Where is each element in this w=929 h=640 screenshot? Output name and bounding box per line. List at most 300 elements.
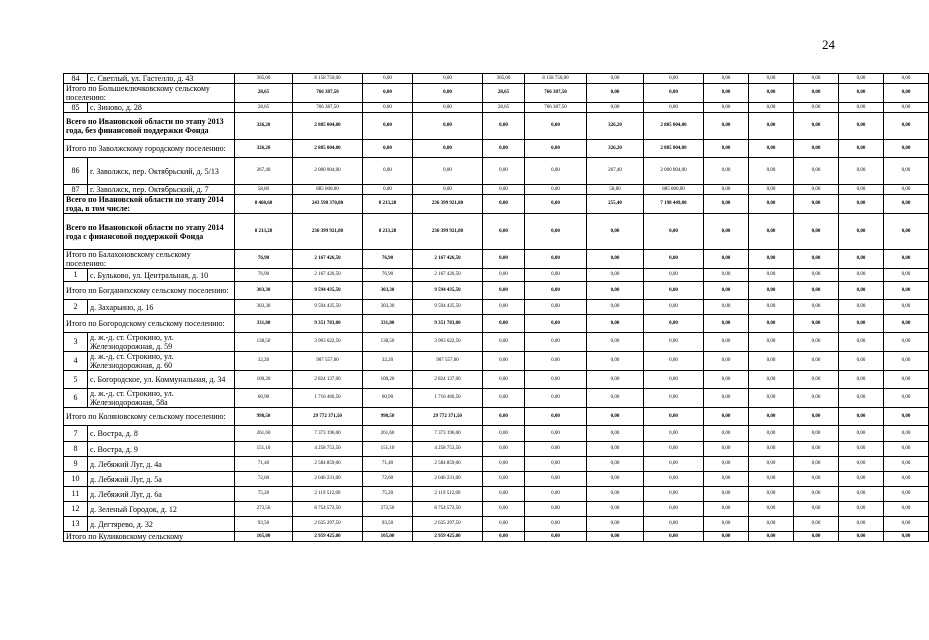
- value-cell: 0,00: [525, 371, 587, 389]
- value-cell: 0,00: [704, 103, 749, 113]
- value-cell: 100,20: [235, 371, 293, 389]
- value-cell: 998,50: [235, 408, 293, 426]
- subtotal-row: [64, 250, 929, 269]
- value-cell: 0,00: [839, 214, 884, 250]
- value-cell: 0,00: [749, 315, 794, 333]
- value-cell: 0,00: [704, 214, 749, 250]
- subtotal-label: Итого по Куликовскому сельскому: [64, 532, 235, 542]
- address-cell: с. Светлый, ул. Гастелло, д. 43: [88, 74, 235, 84]
- value-cell: 0,00: [525, 408, 587, 426]
- value-cell: 0,00: [587, 517, 644, 532]
- value-cell: 0,00: [587, 214, 644, 250]
- value-cell: 255,40: [587, 195, 644, 214]
- row-number: 9: [64, 457, 88, 472]
- value-cell: 0,00: [839, 113, 884, 140]
- value-cell: 303,30: [235, 282, 293, 300]
- value-cell: 0,00: [525, 426, 587, 442]
- value-cell: 58,80: [587, 185, 644, 195]
- value-cell: 0,00: [644, 472, 704, 487]
- value-cell: 0,00: [839, 352, 884, 371]
- value-cell: 0,00: [644, 333, 704, 352]
- value-cell: 0,00: [839, 532, 884, 542]
- value-cell: 2 959 425,00: [293, 532, 363, 542]
- value-cell: 0,00: [587, 426, 644, 442]
- value-cell: 766 387,50: [525, 84, 587, 103]
- value-cell: 0,00: [839, 333, 884, 352]
- value-cell: 0,00: [884, 282, 929, 300]
- value-cell: 0,00: [483, 333, 525, 352]
- subtotal-label: Итого по Заволжскому городскому поселению:: [64, 140, 235, 158]
- subtotal-label: Итого по Богданихскому сельскому поселению:: [64, 282, 235, 300]
- value-cell: 60,90: [363, 389, 413, 408]
- value-cell: 0,00: [483, 269, 525, 282]
- address-cell: с. Зиново, д. 28: [88, 103, 235, 113]
- value-cell: 0,00: [749, 158, 794, 185]
- value-cell: 2 046 231,00: [293, 472, 363, 487]
- value-cell: 0,00: [483, 282, 525, 300]
- table-row: [64, 269, 929, 282]
- address-cell: с. Богородское, ул. Коммунальная, д. 34: [88, 371, 235, 389]
- value-cell: 0,00: [644, 408, 704, 426]
- value-cell: 2 167 426,50: [293, 269, 363, 282]
- value-cell: 29 772 371,50: [413, 408, 483, 426]
- value-cell: 75,20: [363, 487, 413, 502]
- value-cell: 0,00: [587, 408, 644, 426]
- value-cell: 0,00: [884, 84, 929, 103]
- value-cell: 2 167 426,50: [413, 269, 483, 282]
- value-cell: 0,00: [839, 250, 884, 269]
- value-cell: 9 594 435,50: [293, 282, 363, 300]
- value-cell: 907 557,00: [293, 352, 363, 371]
- subtotal-row: [64, 84, 929, 103]
- value-cell: 0,00: [587, 389, 644, 408]
- value-cell: 0,00: [884, 315, 929, 333]
- value-cell: 0,00: [884, 426, 929, 442]
- value-cell: 0,00: [794, 103, 839, 113]
- subtotal-row: [64, 532, 929, 542]
- value-cell: 0,00: [794, 300, 839, 315]
- value-cell: 0,00: [483, 472, 525, 487]
- value-cell: 236 399 921,80: [293, 214, 363, 250]
- value-cell: 0,00: [794, 352, 839, 371]
- row-number: 5: [64, 371, 88, 389]
- value-cell: 0,00: [587, 300, 644, 315]
- value-cell: 0,00: [704, 195, 749, 214]
- value-cell: 93,50: [235, 517, 293, 532]
- value-cell: 2 885 004,00: [293, 113, 363, 140]
- value-cell: 273,50: [235, 502, 293, 517]
- value-cell: 0,00: [884, 487, 929, 502]
- value-cell: 0,00: [644, 371, 704, 389]
- value-cell: 2 885 004,00: [293, 140, 363, 158]
- value-cell: 0,00: [794, 84, 839, 103]
- value-cell: 303,30: [363, 300, 413, 315]
- value-cell: 29 772 371,50: [293, 408, 363, 426]
- value-cell: 0,00: [525, 457, 587, 472]
- address-cell: д. Зеленый Городок, д. 12: [88, 502, 235, 517]
- value-cell: 9 594 435,50: [413, 300, 483, 315]
- value-cell: 0,00: [884, 214, 929, 250]
- value-cell: 2 167 426,50: [413, 250, 483, 269]
- value-cell: 0,00: [363, 158, 413, 185]
- value-cell: 7 198 449,00: [644, 195, 704, 214]
- value-cell: 0,00: [644, 300, 704, 315]
- row-number: 10: [64, 472, 88, 487]
- value-cell: 0,00: [483, 185, 525, 195]
- value-cell: 326,20: [235, 140, 293, 158]
- value-cell: 0,00: [587, 472, 644, 487]
- value-cell: 0,00: [704, 442, 749, 457]
- value-cell: 0,00: [525, 333, 587, 352]
- value-cell: 0,00: [587, 352, 644, 371]
- value-cell: 0,00: [587, 84, 644, 103]
- value-cell: 0,00: [644, 426, 704, 442]
- value-cell: 71,40: [363, 457, 413, 472]
- value-cell: 0,00: [363, 185, 413, 195]
- value-cell: 0,00: [704, 487, 749, 502]
- value-cell: 0,00: [525, 214, 587, 250]
- value-cell: 3 903 622,50: [413, 333, 483, 352]
- value-cell: 0,00: [839, 300, 884, 315]
- value-cell: 8 213,28: [363, 214, 413, 250]
- value-cell: 766 387,50: [293, 84, 363, 103]
- value-cell: 0,00: [704, 426, 749, 442]
- value-cell: 0,00: [413, 185, 483, 195]
- value-cell: 138,50: [235, 333, 293, 352]
- row-number: 4: [64, 352, 88, 371]
- table-row: [64, 158, 929, 185]
- value-cell: 9 351 783,00: [293, 315, 363, 333]
- value-cell: 2 584 859,00: [413, 457, 483, 472]
- value-cell: 0,00: [884, 103, 929, 113]
- value-cell: 0,00: [794, 532, 839, 542]
- value-cell: 243 598 370,80: [293, 195, 363, 214]
- value-cell: 0,00: [704, 185, 749, 195]
- value-cell: 0,00: [749, 502, 794, 517]
- value-cell: 0,00: [884, 269, 929, 282]
- value-cell: 0,00: [884, 517, 929, 532]
- value-cell: 28,65: [235, 103, 293, 113]
- row-number: 86: [64, 158, 88, 185]
- value-cell: 0,00: [839, 389, 884, 408]
- value-cell: 236 399 921,80: [413, 195, 483, 214]
- value-cell: 236 399 921,80: [413, 214, 483, 250]
- value-cell: 0,00: [749, 352, 794, 371]
- value-cell: 8 213,28: [235, 214, 293, 250]
- value-cell: 0,00: [483, 408, 525, 426]
- value-cell: 8 158 750,00: [293, 74, 363, 84]
- value-cell: 0,00: [884, 371, 929, 389]
- value-cell: 0,00: [363, 84, 413, 103]
- value-cell: 0,00: [884, 472, 929, 487]
- value-cell: 2 119 512,00: [293, 487, 363, 502]
- value-cell: 0,00: [644, 457, 704, 472]
- value-cell: 0,00: [884, 300, 929, 315]
- value-cell: 0,00: [839, 269, 884, 282]
- subtotal-row: [64, 214, 929, 250]
- value-cell: 0,00: [483, 389, 525, 408]
- value-cell: 0,00: [749, 214, 794, 250]
- value-cell: 0,00: [749, 282, 794, 300]
- value-cell: 0,00: [644, 84, 704, 103]
- value-cell: 0,00: [884, 532, 929, 542]
- row-number: 2: [64, 300, 88, 315]
- address-cell: д. Захарьино, д. 16: [88, 300, 235, 315]
- value-cell: 0,00: [884, 457, 929, 472]
- value-cell: 0,00: [644, 517, 704, 532]
- value-cell: 0,00: [749, 408, 794, 426]
- value-cell: 0,00: [749, 472, 794, 487]
- value-cell: 0,00: [525, 140, 587, 158]
- value-cell: 0,00: [644, 442, 704, 457]
- value-cell: 93,50: [363, 517, 413, 532]
- value-cell: 0,00: [839, 315, 884, 333]
- value-cell: 0,00: [483, 487, 525, 502]
- table-row: [64, 74, 929, 84]
- value-cell: 0,00: [884, 113, 929, 140]
- value-cell: 0,00: [483, 195, 525, 214]
- value-cell: 0,00: [749, 333, 794, 352]
- value-cell: 0,00: [794, 185, 839, 195]
- value-cell: 0,00: [704, 517, 749, 532]
- subtotal-label: Всего по Ивановской области по этапу 2013 года, без финансовой поддержки Фонда: [64, 113, 235, 140]
- value-cell: 0,00: [644, 487, 704, 502]
- value-cell: 0,00: [794, 269, 839, 282]
- value-cell: 75,20: [235, 487, 293, 502]
- value-cell: 0,00: [704, 300, 749, 315]
- value-cell: 0,00: [483, 300, 525, 315]
- value-cell: 0,00: [794, 140, 839, 158]
- value-cell: 0,00: [794, 472, 839, 487]
- address-cell: с. Бульково, ул. Центральная, д. 10: [88, 269, 235, 282]
- address-cell: д. ж.-д. ст. Строкино, ул. Железнодорожная, д. 59: [88, 333, 235, 352]
- value-cell: 885 000,00: [644, 185, 704, 195]
- value-cell: 0,00: [525, 442, 587, 457]
- value-cell: 0,00: [363, 74, 413, 84]
- value-cell: 0,00: [794, 282, 839, 300]
- value-cell: 0,00: [749, 185, 794, 195]
- table-row: [64, 517, 929, 532]
- value-cell: 0,00: [525, 487, 587, 502]
- value-cell: 0,00: [704, 408, 749, 426]
- address-cell: д. Лебяжий Луг, д. 6а: [88, 487, 235, 502]
- value-cell: 885 000,00: [293, 185, 363, 195]
- value-cell: 0,00: [644, 269, 704, 282]
- value-cell: 0,00: [704, 315, 749, 333]
- value-cell: 0,00: [704, 532, 749, 542]
- value-cell: 0,00: [413, 103, 483, 113]
- value-cell: 0,00: [483, 457, 525, 472]
- value-cell: 2 000 004,00: [293, 158, 363, 185]
- table-row: [64, 389, 929, 408]
- value-cell: 151,10: [235, 442, 293, 457]
- value-cell: 0,00: [749, 103, 794, 113]
- table-row: [64, 487, 929, 502]
- value-cell: 0,00: [749, 140, 794, 158]
- value-cell: 261,60: [235, 426, 293, 442]
- table-row: [64, 103, 929, 113]
- value-cell: 0,00: [839, 84, 884, 103]
- value-cell: 76,90: [363, 250, 413, 269]
- value-cell: 0,00: [704, 502, 749, 517]
- subtotal-label: Всего по Ивановской области по этапу 2014 года с финансовой поддержкой Фонда: [64, 214, 235, 250]
- value-cell: 0,00: [794, 371, 839, 389]
- value-cell: 0,00: [587, 282, 644, 300]
- value-cell: 0,00: [525, 315, 587, 333]
- value-cell: 105,00: [235, 532, 293, 542]
- row-number: 12: [64, 502, 88, 517]
- value-cell: 28,65: [235, 84, 293, 103]
- value-cell: 0,00: [884, 158, 929, 185]
- value-cell: 0,00: [525, 502, 587, 517]
- value-cell: 0,00: [749, 269, 794, 282]
- value-cell: 0,00: [587, 371, 644, 389]
- row-number: 13: [64, 517, 88, 532]
- row-number: 87: [64, 185, 88, 195]
- value-cell: 0,00: [704, 84, 749, 103]
- value-cell: 138,50: [363, 333, 413, 352]
- value-cell: 0,00: [704, 158, 749, 185]
- value-cell: 9 594 435,50: [413, 282, 483, 300]
- value-cell: 0,00: [704, 74, 749, 84]
- row-number: 8: [64, 442, 88, 457]
- value-cell: 0,00: [704, 333, 749, 352]
- value-cell: 0,00: [587, 502, 644, 517]
- value-cell: 0,00: [884, 408, 929, 426]
- row-number: 6: [64, 389, 88, 408]
- value-cell: 2 167 426,50: [293, 250, 363, 269]
- subtotal-label: Итого по Коляновскому сельскому поселению:: [64, 408, 235, 426]
- value-cell: 0,00: [525, 185, 587, 195]
- value-cell: 9 351 783,00: [413, 315, 483, 333]
- value-cell: 0,00: [839, 103, 884, 113]
- value-cell: 0,00: [525, 282, 587, 300]
- value-cell: 28,65: [483, 84, 525, 103]
- value-cell: 0,00: [525, 300, 587, 315]
- value-cell: 72,60: [235, 472, 293, 487]
- value-cell: 303,30: [235, 300, 293, 315]
- subtotal-row: [64, 113, 929, 140]
- value-cell: 3 903 622,50: [293, 333, 363, 352]
- value-cell: 0,00: [587, 315, 644, 333]
- value-cell: 0,00: [587, 487, 644, 502]
- subtotal-row: [64, 315, 929, 333]
- value-cell: 0,00: [413, 113, 483, 140]
- value-cell: 8 158 750,00: [525, 74, 587, 84]
- table-row: [64, 300, 929, 315]
- value-cell: 0,00: [525, 195, 587, 214]
- subtotal-row: [64, 408, 929, 426]
- value-cell: 0,00: [704, 472, 749, 487]
- value-cell: 0,00: [413, 74, 483, 84]
- value-cell: 0,00: [749, 84, 794, 103]
- value-cell: 0,00: [749, 389, 794, 408]
- value-cell: 0,00: [839, 457, 884, 472]
- value-cell: 0,00: [839, 426, 884, 442]
- value-cell: 105,00: [363, 532, 413, 542]
- value-cell: 1 716 466,50: [293, 389, 363, 408]
- value-cell: 0,00: [884, 74, 929, 84]
- value-cell: 0,00: [704, 389, 749, 408]
- value-cell: 0,00: [704, 113, 749, 140]
- value-cell: 0,00: [794, 408, 839, 426]
- value-cell: 0,00: [704, 269, 749, 282]
- value-cell: 58,80: [235, 185, 293, 195]
- row-number: 1: [64, 269, 88, 282]
- value-cell: 60,90: [235, 389, 293, 408]
- value-cell: 2 885 004,00: [644, 140, 704, 158]
- row-number: 84: [64, 74, 88, 84]
- value-cell: 0,00: [525, 352, 587, 371]
- value-cell: 0,00: [413, 140, 483, 158]
- value-cell: 0,00: [749, 487, 794, 502]
- value-cell: 0,00: [704, 352, 749, 371]
- subtotal-row: [64, 140, 929, 158]
- value-cell: 0,00: [839, 195, 884, 214]
- value-cell: 0,00: [363, 140, 413, 158]
- value-cell: 0,00: [839, 185, 884, 195]
- value-cell: 0,00: [525, 113, 587, 140]
- value-cell: 0,00: [644, 502, 704, 517]
- value-cell: 0,00: [587, 74, 644, 84]
- value-cell: 0,00: [839, 487, 884, 502]
- value-cell: 0,00: [644, 389, 704, 408]
- subtotal-label: Итого по Богородскому сельскому поселению:: [64, 315, 235, 333]
- value-cell: 0,00: [525, 532, 587, 542]
- value-cell: 305,00: [235, 74, 293, 84]
- value-cell: 0,00: [839, 158, 884, 185]
- value-cell: 8 468,68: [235, 195, 293, 214]
- value-cell: 0,00: [587, 250, 644, 269]
- table-row: [64, 457, 929, 472]
- value-cell: 0,00: [525, 158, 587, 185]
- row-number: 85: [64, 103, 88, 113]
- value-cell: 2 959 425,00: [413, 532, 483, 542]
- value-cell: 2 824 137,00: [293, 371, 363, 389]
- value-cell: 0,00: [413, 84, 483, 103]
- value-cell: 0,00: [749, 300, 794, 315]
- value-cell: 326,20: [235, 113, 293, 140]
- value-cell: 0,00: [839, 74, 884, 84]
- value-cell: 0,00: [525, 269, 587, 282]
- table-row: [64, 472, 929, 487]
- value-cell: 303,30: [363, 282, 413, 300]
- value-cell: 326,20: [587, 113, 644, 140]
- subtotal-row: [64, 195, 929, 214]
- value-cell: 0,00: [839, 442, 884, 457]
- value-cell: 0,00: [644, 532, 704, 542]
- value-cell: 0,00: [794, 457, 839, 472]
- subtotal-label: Всего по Ивановской области по этапу 2014 года, в том числе:: [64, 195, 235, 214]
- value-cell: 0,00: [644, 214, 704, 250]
- value-cell: 0,00: [704, 457, 749, 472]
- value-cell: 0,00: [644, 315, 704, 333]
- value-cell: 0,00: [884, 352, 929, 371]
- value-cell: 766 387,50: [293, 103, 363, 113]
- value-cell: 76,90: [235, 269, 293, 282]
- value-cell: 0,00: [483, 442, 525, 457]
- value-cell: 76,90: [235, 250, 293, 269]
- value-cell: 0,00: [794, 389, 839, 408]
- value-cell: 0,00: [749, 426, 794, 442]
- value-cell: 0,00: [749, 457, 794, 472]
- value-cell: 0,00: [749, 195, 794, 214]
- value-cell: 0,00: [884, 442, 929, 457]
- value-cell: 305,00: [483, 74, 525, 84]
- value-cell: 0,00: [884, 502, 929, 517]
- value-cell: 7 373 196,00: [413, 426, 483, 442]
- value-cell: 4 258 753,50: [413, 442, 483, 457]
